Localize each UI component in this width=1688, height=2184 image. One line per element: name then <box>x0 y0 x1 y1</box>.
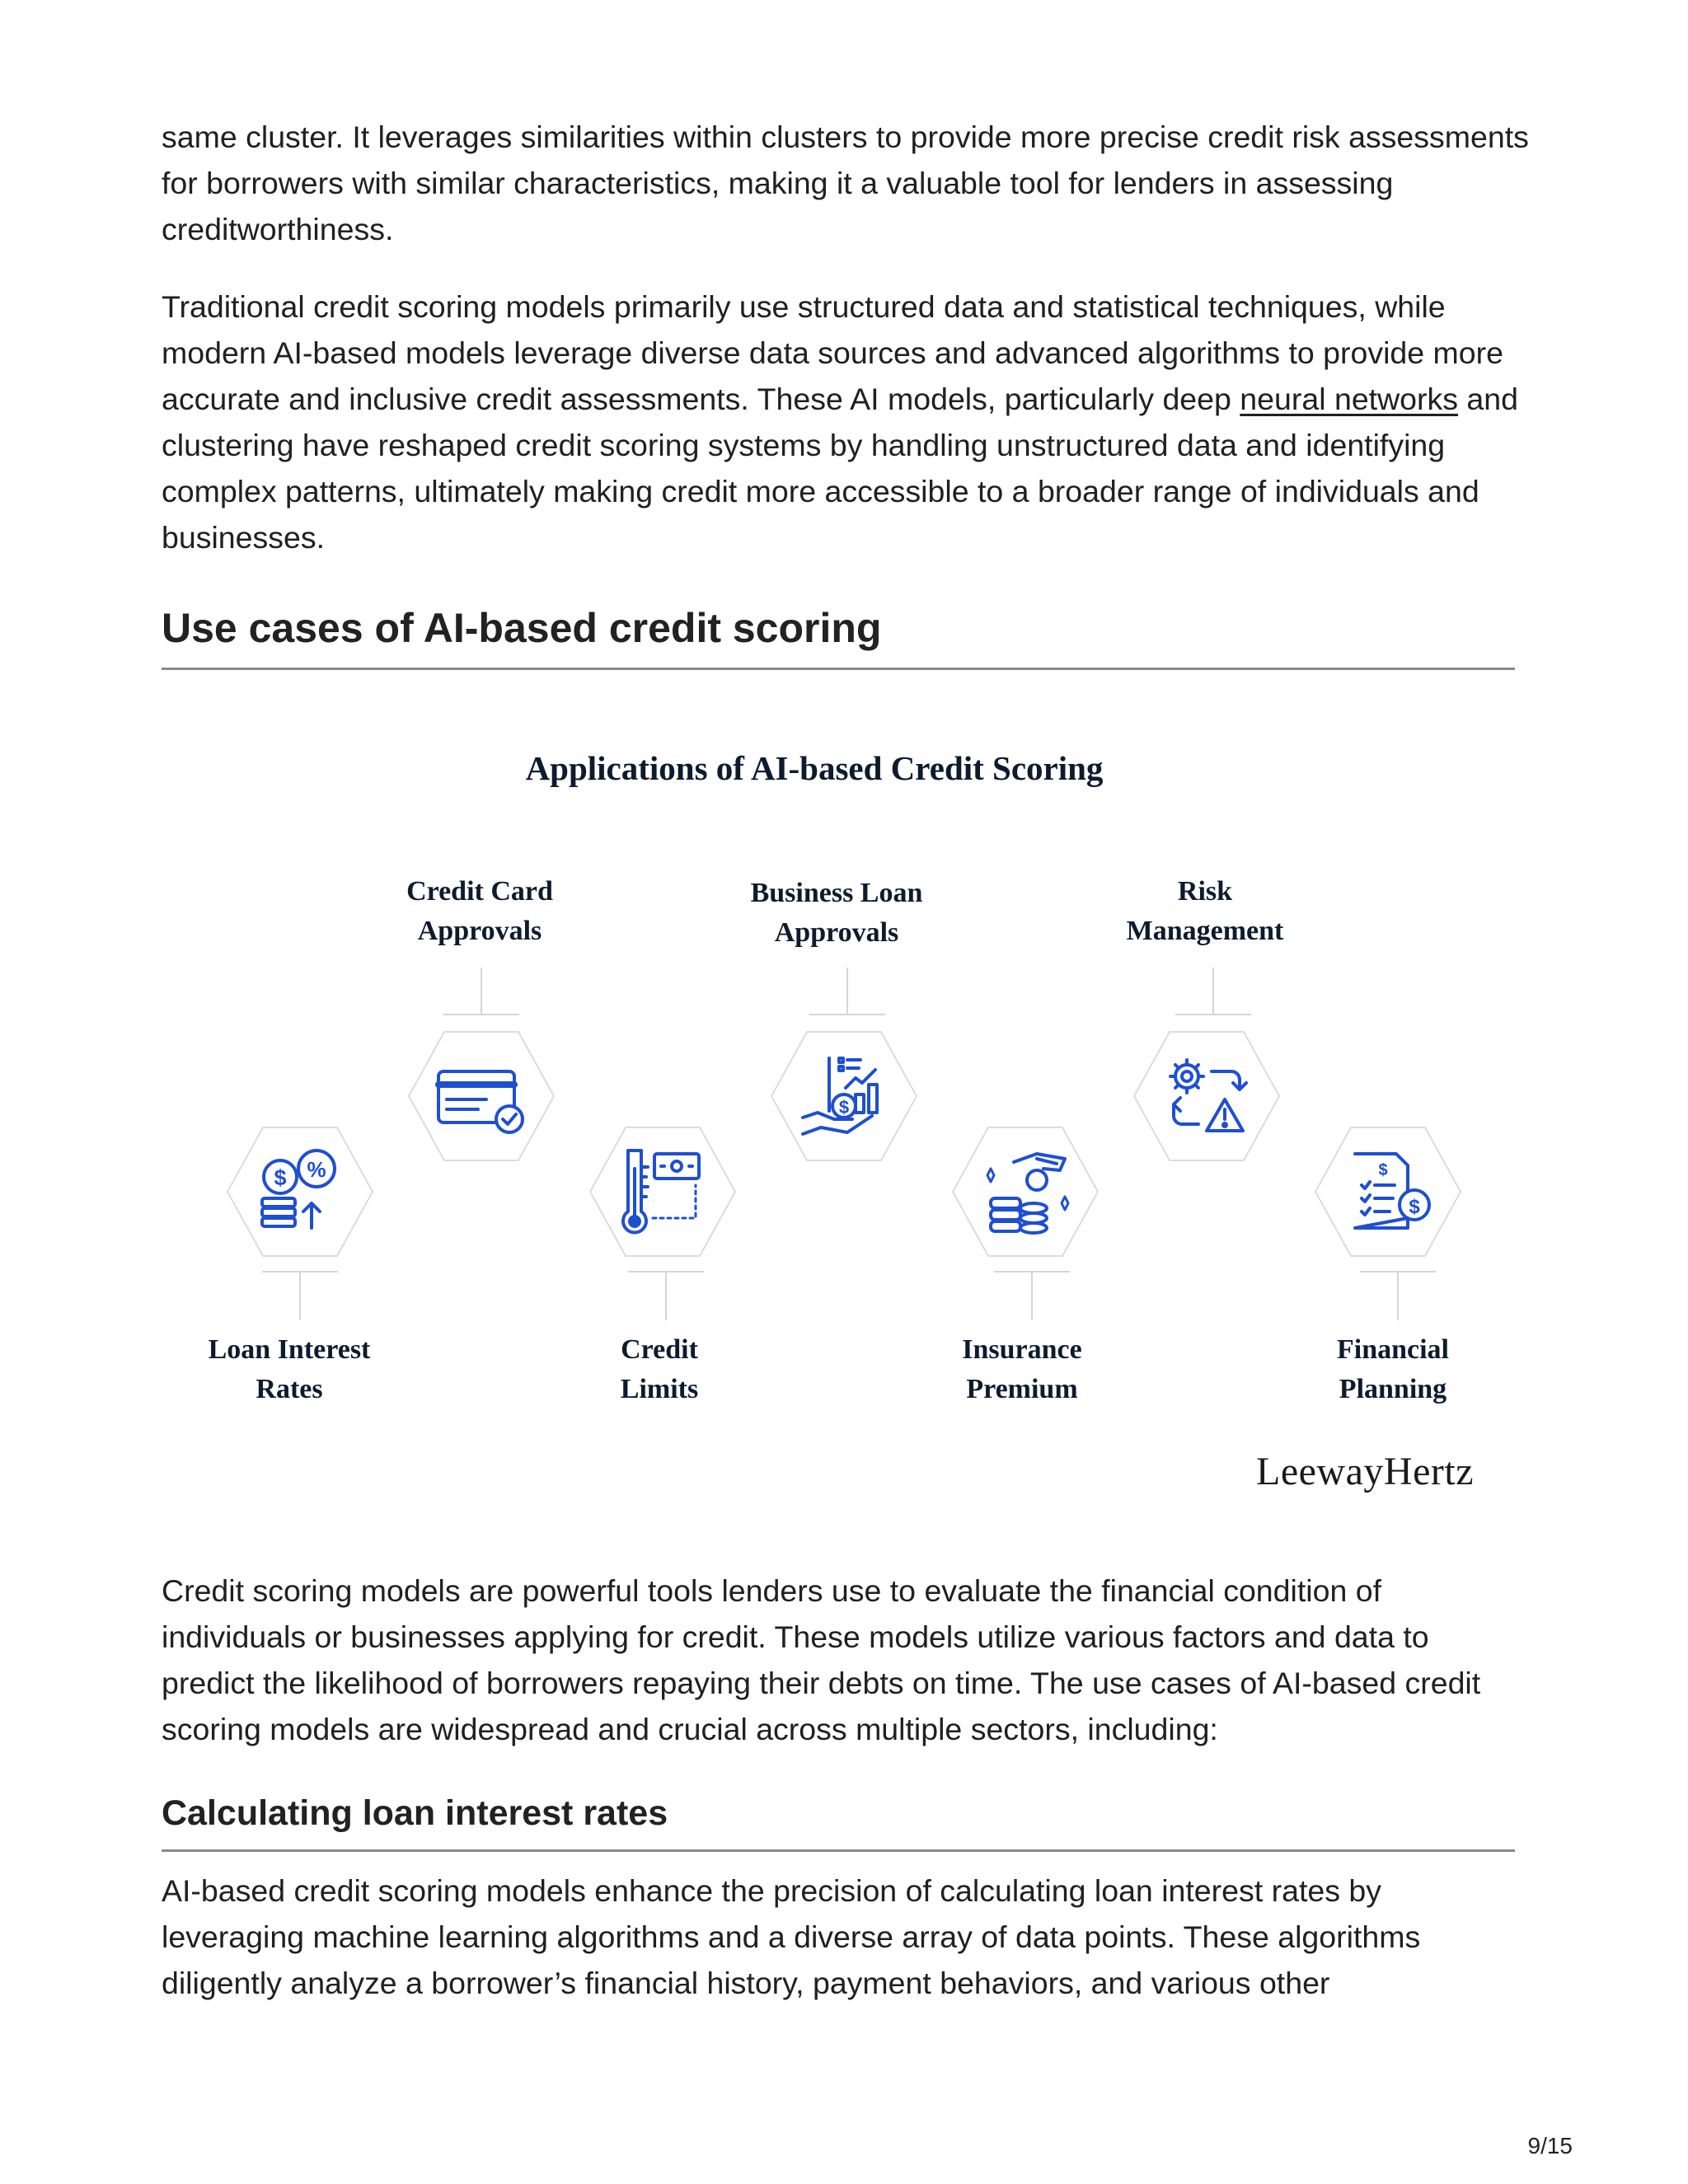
label-line: Management <box>1126 916 1284 946</box>
label-line: Rates <box>256 1374 323 1404</box>
connector <box>809 1014 885 1015</box>
paragraph-cluster-summary: same cluster. It leverages similarities within clusters to provide more precise credit risk assessments for borrowers with similar characteristics, making it a valuable tool for lenders in assessing creditworthiness. <box>162 120 1529 246</box>
label-line: Credit Card <box>406 876 553 907</box>
paragraph-text-start: Traditional credit scoring models primarily use structured data and statistical techniques, while modern AI-based models leverage diverse data sources and advanced algorithms to provide more accurate and inclusive credit assessments. These AI models, particularly deep <box>162 289 1503 416</box>
section-heading-use-cases: Use cases of AI-based credit scoring <box>162 605 882 651</box>
label-line: Approvals <box>417 916 542 946</box>
label-credit-card-approvals <box>348 872 612 951</box>
connector <box>1031 1272 1033 1320</box>
page-number: 9/15 <box>1527 2133 1573 2158</box>
section-divider <box>162 668 1515 670</box>
subsection-divider <box>162 1849 1515 1852</box>
paragraph-traditional-vs-ai <box>162 284 1530 560</box>
hex-credit-card-approvals <box>407 1030 556 1162</box>
connector <box>665 1272 667 1320</box>
connector <box>1175 1014 1251 1015</box>
figure-title: Applications of AI-based Credit Scoring <box>525 749 1104 787</box>
hex-credit-limits <box>588 1126 737 1258</box>
svg-text:$: $ <box>1409 1196 1420 1218</box>
svg-text:$: $ <box>1378 1161 1388 1179</box>
label-loan-interest-rates <box>157 1330 421 1409</box>
paragraph-loan-rates: AI-based credit scoring models enhance the precision of calculating loan interest rates by leveraging machine learning algorithms and a diverse array of data points. These algorithms diligently analyze a borrower’s financial history, payment behaviors, and various other <box>162 1873 1421 2000</box>
label-line: Financial <box>1336 1334 1450 1365</box>
label-financial-planning <box>1261 1330 1525 1409</box>
neural-networks-link[interactable]: neural networks <box>1240 382 1459 416</box>
svg-text:$: $ <box>838 1097 850 1118</box>
label-risk-management <box>1073 872 1337 951</box>
subsection-heading-loan-rates: Calculating loan interest rates <box>162 1793 668 1833</box>
connector <box>299 1272 301 1320</box>
label-line: Business Loan <box>750 878 923 908</box>
label-line: Risk <box>1177 876 1233 907</box>
connector <box>1397 1272 1399 1320</box>
label-credit-limits <box>528 1330 791 1409</box>
label-line: Loan Interest <box>208 1334 371 1365</box>
connector <box>481 968 482 1014</box>
connector <box>846 968 848 1014</box>
label-line: Approvals <box>774 917 899 948</box>
paragraph-credit-scoring-intro: Credit scoring models are powerful tools lenders use to evaluate the financial condition of individuals or businesses applying for credit. These models utilize various factors and data to predict the likelihood of borrowers repaying their debts on time. The use cases of AI-based credit scoring models are widespread and crucial across multiple sectors, including: <box>162 1573 1481 1746</box>
hex-insurance-premium <box>951 1126 1100 1258</box>
svg-text:%: % <box>307 1157 326 1182</box>
label-business-loan-approvals <box>705 874 968 953</box>
connector <box>443 1014 519 1015</box>
hex-business-loan-approvals <box>770 1030 918 1162</box>
label-line: Limits <box>620 1374 699 1404</box>
svg-text:$: $ <box>274 1165 287 1190</box>
label-line: Credit <box>621 1334 698 1365</box>
hex-risk-management <box>1132 1030 1281 1162</box>
label-line: Insurance <box>962 1334 1082 1365</box>
connector <box>1212 968 1214 1014</box>
paragraph-text-end: and clustering have reshaped credit scoring systems by handling unstructured data and identifying complex patterns, ultimately making credit more accessible to a broader range of individuals and businesses. <box>162 382 1519 555</box>
label-insurance-premium <box>890 1330 1154 1409</box>
hex-financial-planning <box>1314 1126 1462 1258</box>
hex-loan-interest-rates <box>226 1126 374 1258</box>
label-line: Planning <box>1339 1374 1447 1404</box>
brand-logo: LeewayHertz <box>1256 1450 1474 1493</box>
label-line: Premium <box>966 1374 1078 1404</box>
